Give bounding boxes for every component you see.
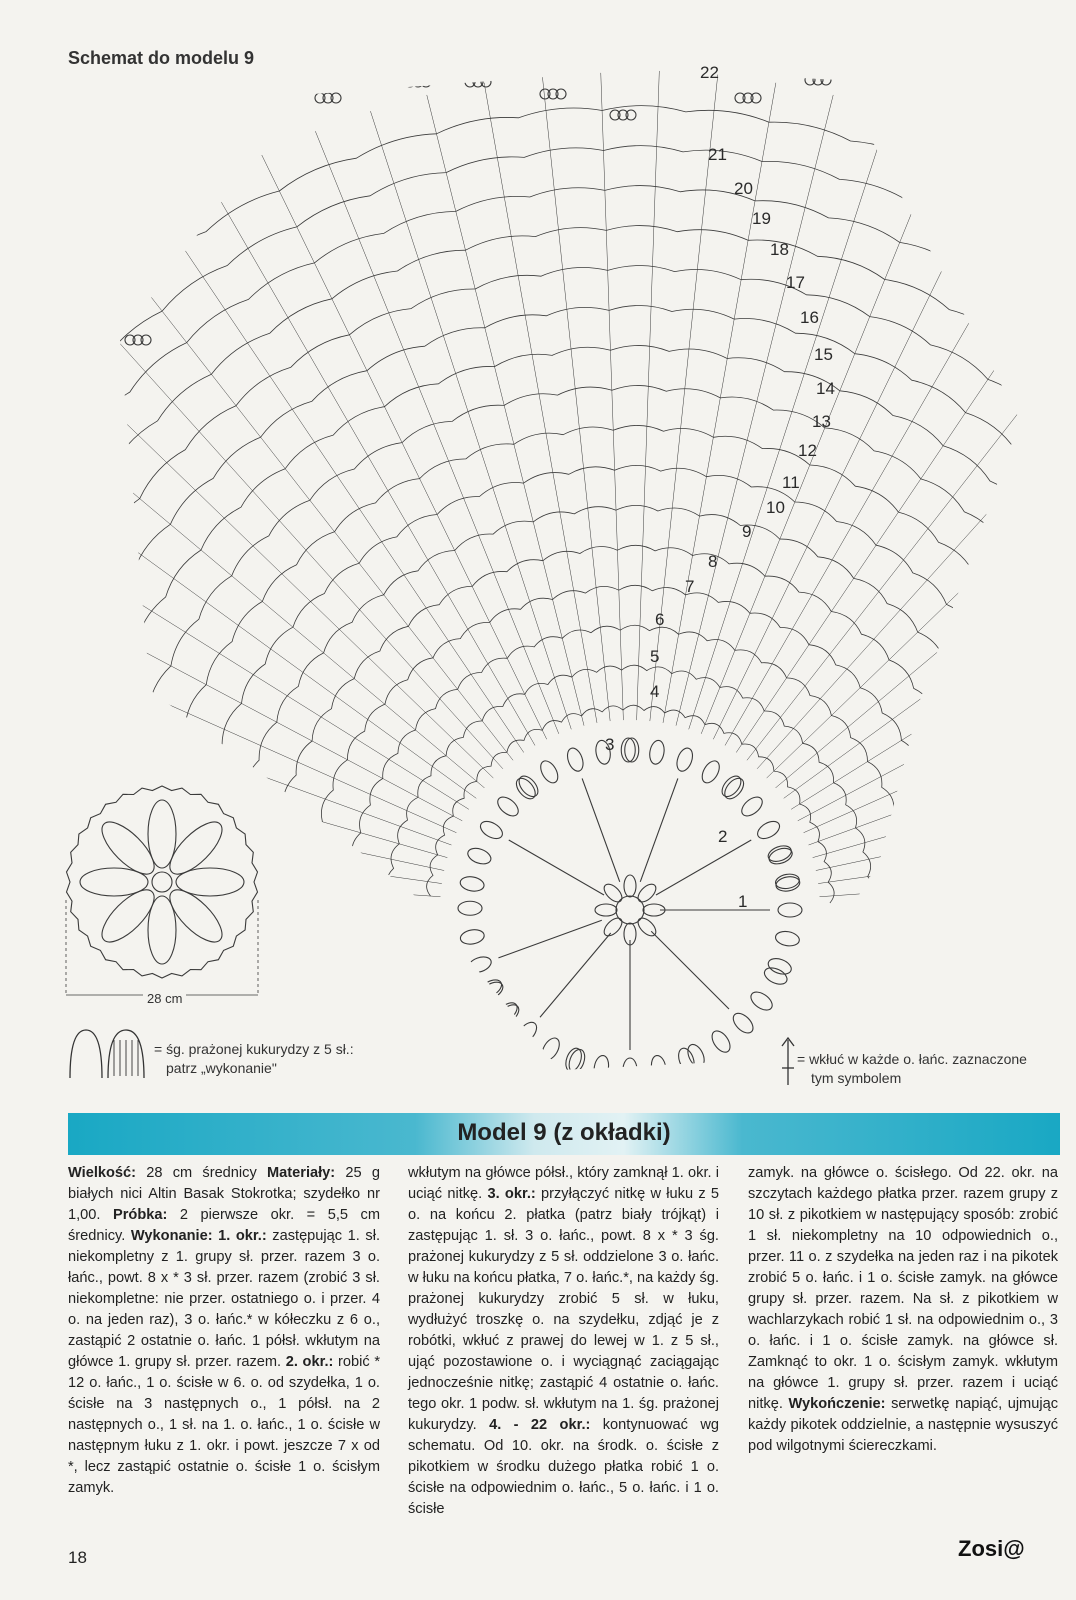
stitch-column — [0, 678, 447, 857]
picot-loop — [243, 135, 253, 145]
round-number-label: 4 — [650, 682, 660, 701]
legend-insert-line2: tym symbolem — [811, 1070, 902, 1086]
round-number-label: 14 — [816, 379, 835, 398]
round-number-label: 8 — [708, 552, 718, 571]
stitch-column — [113, 248, 513, 760]
stitch-column — [713, 155, 998, 739]
chain-arc-row — [149, 425, 1076, 893]
stitch-column — [262, 155, 547, 739]
round-number-label: 1 — [738, 892, 748, 911]
thumbnail-petal — [94, 882, 162, 950]
stitch-column — [0, 735, 444, 870]
popcorn-stitch — [774, 930, 800, 948]
paragraph — [748, 1396, 1058, 1454]
popcorn-stitch — [477, 976, 505, 1000]
stitch-column — [663, 83, 776, 723]
article-title-banner — [68, 1113, 1060, 1155]
popcorn-stitch — [778, 903, 802, 917]
stitch-column — [542, 75, 610, 721]
picot-loop — [413, 77, 423, 87]
paragraph-label: Wykonanie: 1. okr.: — [130, 1228, 267, 1244]
center-petal — [595, 904, 617, 916]
popcorn-stitch — [514, 1019, 540, 1046]
paragraph-label: Wielkość: — [68, 1165, 136, 1181]
paragraph-label: 2. okr.: — [285, 1354, 334, 1370]
stitch-column — [798, 516, 1076, 821]
paragraph-text: 25 g białych nici Altin Basak Stokrotka; szydełko nr 1,00. — [68, 1165, 380, 1223]
round-number-label: 15 — [814, 345, 833, 364]
stitch-column — [160, 214, 523, 753]
popcorn-stitch — [515, 773, 541, 800]
popcorn-stitch — [621, 738, 635, 762]
stitch-column — [68, 286, 503, 769]
paragraph-label: 3. okr.: — [487, 1186, 536, 1202]
center-petal — [601, 915, 625, 939]
stitch-column — [0, 851, 440, 896]
round-number-label: 3 — [605, 735, 615, 754]
stitch-column — [809, 623, 1076, 845]
popcorn-stitch — [762, 965, 790, 988]
round-number-label: 6 — [655, 610, 665, 629]
popcorn-stitch — [730, 1010, 757, 1037]
paragraph-label: 4. - 22 okr.: — [489, 1417, 591, 1433]
stitch-column — [816, 735, 1076, 870]
popcorn-stitch — [592, 1054, 610, 1080]
legend-popcorn-line1: = śg. prażonej kukurydzy z 5 sł.: — [154, 1041, 354, 1057]
chain-arc-row — [0, 186, 1076, 885]
legend-popcorn-stitch — [154, 1040, 354, 1078]
stitch-column — [767, 326, 1076, 778]
thumbnail-outline — [67, 786, 258, 978]
chain-arc-row — [427, 705, 835, 903]
picot-loop — [421, 77, 431, 87]
legend-insert-symbol — [797, 1050, 1027, 1088]
popcorn-stitch — [466, 954, 493, 975]
popcorn-stitch — [466, 845, 493, 866]
petal-stem — [582, 778, 620, 881]
picot-loop — [150, 240, 160, 250]
popcorn-stitch — [685, 1042, 708, 1070]
popcorn-stitch — [766, 956, 793, 977]
popcorn-stitch — [458, 901, 482, 915]
scale-label: 28 cm — [143, 991, 186, 1006]
text-column-3 — [748, 1163, 1058, 1457]
round-number-label: 20 — [734, 179, 753, 198]
stitch-column — [804, 568, 1076, 832]
popcorn-stitch — [755, 818, 783, 842]
popcorn-stitch — [565, 746, 586, 773]
popcorn-stitch — [748, 988, 776, 1013]
paragraph-label: Materiały: — [267, 1165, 336, 1181]
round-number-label: 12 — [798, 441, 817, 460]
page-number: 18 — [68, 1548, 87, 1567]
popcorn-stitch — [708, 1028, 733, 1056]
stitch-column — [813, 678, 1076, 857]
chain-arc-row — [0, 266, 1076, 888]
popcorn-stitch — [623, 1058, 637, 1082]
paragraph — [68, 1228, 380, 1370]
chain-arc-row — [109, 385, 1076, 891]
stitch-column — [784, 416, 1076, 798]
thumbnail-petal — [162, 882, 230, 950]
stitch-column — [791, 465, 1076, 809]
paragraph-label: Próbka: — [113, 1207, 168, 1223]
chain-arc-row — [387, 665, 874, 901]
popcorn-stitch — [539, 1035, 563, 1063]
center-petal — [635, 881, 659, 905]
round-number-label: 2 — [718, 827, 728, 846]
paragraph-text: kontynuować wg schematu. Od 10. okr. na środk. o. ścisłe z pikotkiem w środku dużego płatka robić 1 o. ścisłe na odpowiednim o. łańc., 5 o. łańc. i 1 o. ścisłe — [408, 1417, 719, 1517]
article-title: Model 9 (z okładki) — [457, 1119, 671, 1146]
stitch-column — [0, 623, 451, 845]
petal-stem — [651, 931, 729, 1009]
paragraph-text: 2 pierwsze okr. = 5,5 cm średnicy. — [68, 1207, 380, 1244]
diagram-title: Schemat do modelu 9 — [68, 48, 255, 68]
round-number-label: 5 — [650, 647, 660, 666]
round-number-label: 9 — [742, 522, 752, 541]
paragraph-text: 28 cm średnicy — [136, 1165, 257, 1181]
round-number-label: 22 — [700, 63, 719, 82]
popcorn-stitch — [494, 793, 521, 819]
stitch-column — [0, 465, 469, 809]
round-number-label: 16 — [800, 308, 819, 327]
stitch-column — [0, 370, 484, 788]
legend-popcorn-line2: patrz „wykonanie" — [166, 1060, 277, 1076]
paragraph-text: przyłączyć nitkę w łuku z 5 o. na końcu 2. płatka (patrz biały trójkąt) i zastępując 1. sł. 3 o. łańc., powt. 8 x * 3 śg. prażonej kukurydzy z 5 sł. oddzielone 3 o. łańc. w łuku na końcu płatka, 7 o. łańc.*, na każdy śg. prażonej kukurydzy zrobić 5 sł. w łuku, wydłużyć troszkę o. na szydełku, zdjąć je z robótki, wkłuć z prawej do lewej w 1. z 5 sł., ująć pozostawione o. i wyciągnąć zaciągając jednocześnie nitkę; zastąpić 4 ostatnie o. łańc. tego okr. 1 podw. sł. wkłutym na 1. śg. prażonej kukurydzy. — [408, 1186, 719, 1433]
paragraph — [68, 1165, 267, 1181]
popcorn-stitch — [459, 875, 485, 893]
center-petal — [601, 881, 625, 905]
round-number-label: 11 — [782, 473, 800, 492]
paragraph — [68, 1354, 380, 1496]
popcorn-outline-symbol — [70, 1030, 102, 1078]
popcorn-stitch — [721, 775, 747, 802]
stitch-column — [0, 793, 442, 883]
paragraph — [408, 1186, 719, 1433]
stitch-column — [315, 131, 558, 734]
thumbnail-petal — [94, 814, 162, 882]
popcorn-stitch — [676, 1046, 697, 1073]
paragraph-text: zastępując 1. sł. niekompletny z 1. grupy sł. przer. razem 3 o. łańc., powt. 8 x * 3 sł. przer. razem (zrobić 3 sł. niekompletne: nie przer. ostatniego o. i przer. 4 o. na jeden raz), 3 o. łańc.* w kółeczku z 6 o., zastąpić 2 ostatnie o. łańc. 1 półsł. wkłutym na główce 1. grupy sł. przer. razem. — [68, 1228, 381, 1370]
chain-arc-row — [268, 545, 994, 897]
stitch-column — [0, 416, 476, 798]
popcorn-stitch — [495, 1001, 522, 1027]
legend-insert-line1: = wkłuć w każde o. łańc. zaznaczone — [797, 1051, 1027, 1067]
popcorn-stitch — [625, 738, 639, 762]
picot-loop — [251, 135, 261, 145]
stitch-column — [747, 248, 1076, 760]
paragraph — [748, 1165, 1058, 1412]
chain-arc-row — [228, 505, 1033, 896]
stitch-column — [0, 568, 456, 832]
text-column-2 — [408, 1163, 719, 1520]
center-petal — [624, 875, 636, 897]
popcorn-stitch — [650, 1054, 668, 1080]
chain-arc-row — [0, 226, 1076, 887]
round-number-label: 21 — [708, 145, 727, 164]
text-column-1 — [68, 1163, 380, 1499]
thumbnail-petal — [162, 814, 230, 882]
stitch-column — [601, 71, 624, 721]
petal-stem — [640, 778, 678, 881]
chain-arc-row — [347, 625, 914, 900]
petal-stem — [656, 840, 751, 895]
stitch-column — [370, 111, 571, 729]
stitch-column — [676, 95, 833, 726]
popcorn-stitch — [566, 1047, 587, 1074]
petal-stem — [498, 920, 601, 958]
round-number-label: 18 — [770, 240, 789, 259]
popcorn-stitch — [738, 793, 765, 819]
paragraph-text: wkłutym na główce półsł., który zamknął 1. okr. i uciąć nitkę. — [408, 1165, 719, 1202]
paragraph-text: robić * 12 o. łańc., 1 o. ścisłe w 6. o. od szydełka, 1 o. ścisłe na 3 następnych o., 1 półsł. na 2 następnych o., 1 sł. na 1. o. łańc., 1 o. ścisłe w następnym łuku z 1. okr. i powt. jeszcze 7 x od *, lecz zastąpić ostatnie o. ścisłe 1 o. ścisłym zamyk. — [68, 1354, 381, 1496]
stitch-column — [427, 95, 584, 726]
paragraph-text: serwetkę napiąć, ujmując każdy pikotek oddzielnie, a następnie wysuszyć pod wilgotnymi ściereczkami. — [748, 1396, 1058, 1454]
chain-arc-row — [0, 146, 1076, 884]
chain-arc-row — [188, 465, 1073, 894]
popcorn-stitch — [699, 758, 723, 786]
round-number-label: 7 — [685, 577, 695, 596]
picot-loop — [158, 240, 168, 250]
round-number-label: 13 — [812, 412, 831, 431]
popcorn-stitch — [537, 758, 561, 786]
stitch-column — [701, 131, 944, 734]
paragraph-text: zamyk. na główce o. ścisłego. Od 22. okr. na szczytach każdego płatka przer. razem grupy z 10 sł. z pikotkiem w następujący sposób: zrobić 1 sł. niekompletny na 10 odpowiednich o., przer. 11 o. z szydełka na jeden raz i na pikotek zrobić 5 o. łańc. i 1 o. ścisłe zamyk. na główce grupy sł. przer. razem. Na sł. z pikotkiem w wachlarzykach robić 1 sł. na odpowiednim o., 3 o. łańc. i 1 o. ścisłe zamyk. na główce sł. Zamknąć to okr. 1 o. ścisłym zamyk. wkłutym na główce 1. grupy sł. przer. razem i uciąć nitkę. — [748, 1165, 1058, 1412]
paragraph-label: Wykończenie: — [788, 1396, 886, 1412]
round-number-label: 17 — [786, 273, 805, 292]
thumbnail-center — [152, 872, 172, 892]
picot-loop — [166, 240, 176, 250]
popcorn-stitch — [648, 739, 666, 765]
chain-arc-row — [0, 106, 1076, 882]
popcorn-stitch — [493, 999, 520, 1025]
signature: Zosi@ — [958, 1536, 1025, 1561]
chain-arc-row — [69, 345, 1076, 890]
popcorn-stitch — [718, 773, 744, 800]
popcorn-stitch — [478, 818, 506, 842]
petal-stem — [509, 840, 604, 895]
popcorn-stitch — [459, 928, 485, 946]
stitch-column — [757, 286, 1076, 769]
stitch-column — [0, 516, 462, 821]
popcorn-stitch — [513, 775, 539, 802]
center-ring — [616, 896, 644, 924]
popcorn-stitch — [478, 979, 506, 1003]
picot-loop — [405, 77, 415, 87]
round-number-label: 10 — [766, 498, 785, 517]
popcorn-stitch — [674, 746, 695, 773]
stitch-column — [689, 111, 890, 729]
petal-stem — [540, 933, 611, 1017]
picot-loop — [465, 77, 475, 87]
chain-arc-row — [29, 306, 1076, 890]
picot-loop — [235, 135, 245, 145]
chain-arc-row — [307, 585, 953, 899]
stitch-column — [484, 83, 597, 723]
round-number-label: 19 — [752, 209, 771, 228]
stitch-column — [818, 793, 1076, 883]
stitch-column — [820, 851, 1076, 896]
